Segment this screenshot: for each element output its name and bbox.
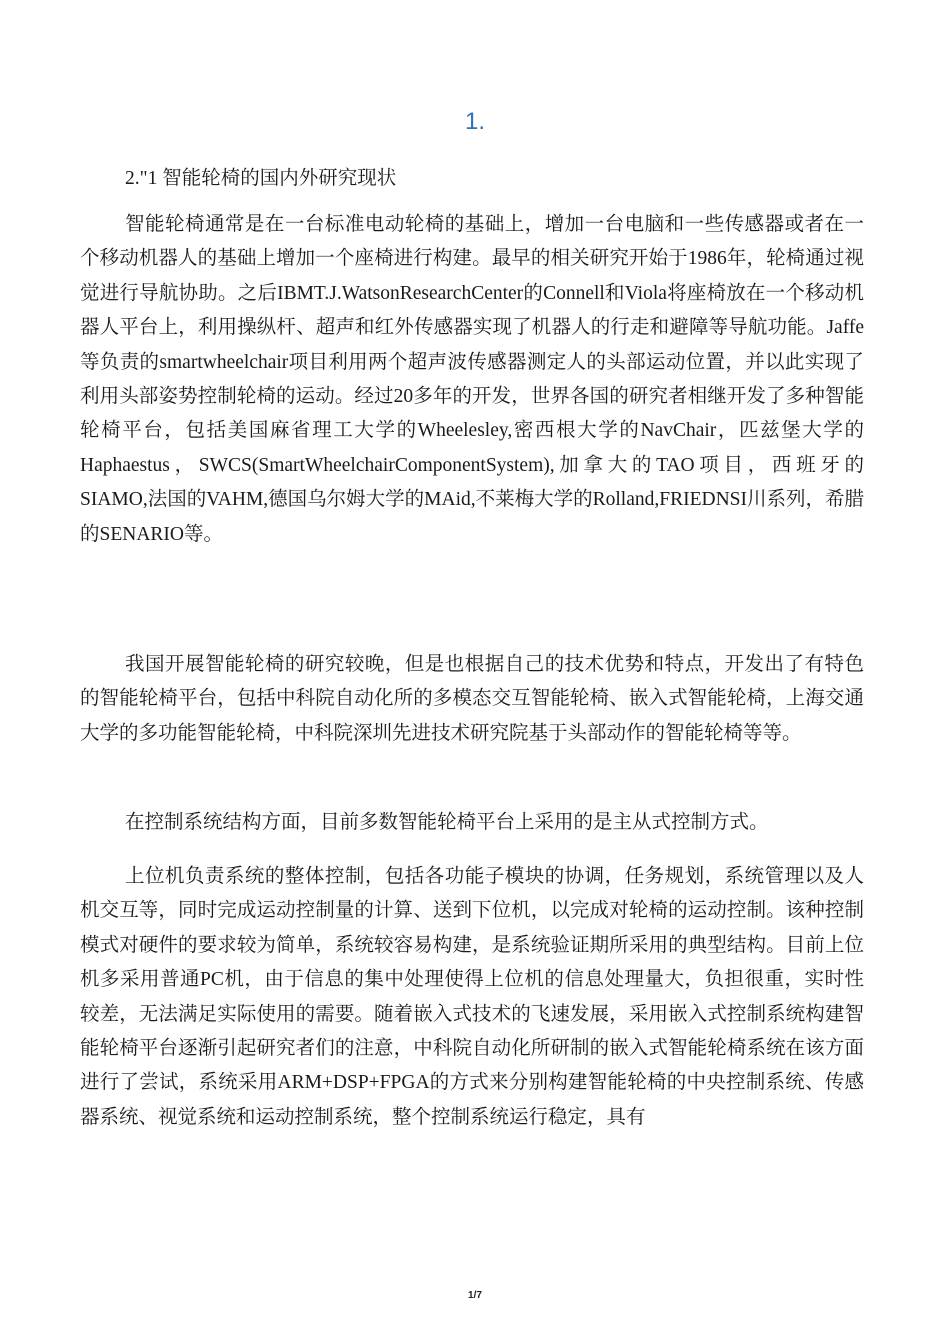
paragraph-control-structure: 在控制系统结构方面，目前多数智能轮椅平台上采用的是主从式控制方式。 bbox=[125, 812, 769, 833]
paragraph-domestic-research: 我国开展智能轮椅的研究较晚，但是也根据自己的技术优势和特点，开发出了有特色的智能轮椅平台，包括中科院自动化所的多模态交互智能轮椅、嵌入式智能轮椅，上海交通大学的多功能智能轮椅，中科院深圳先进技术研究院基于头部动作的智能轮椅等等。 bbox=[80, 654, 864, 744]
page-number: 1/7 bbox=[468, 1290, 482, 1301]
section-heading: 1. bbox=[464, 108, 485, 135]
subsection-heading: 2."1 智能轮椅的国内外研究现状 bbox=[125, 168, 397, 189]
paragraph-research-overview: 智能轮椅通常是在一台标准电动轮椅的基础上，增加一台电脑和一些传感器或者在一个移动机器人的基础上增加一个座椅进行构建。最早的相关研究开始于1986年，轮椅通过视觉进行导航协助。之后IBMT.J.WatsonResearchCenter的Connell和Viola将座椅放在一个移动机器人平台上，利用操纵杆、超声和红外传感器实现了机器人的行走和避障等导航功能。Jaffe等负责的smartwheelchair项目利用两个超声波传感器测定人的头部运动位置，并以此实现了利用头部姿势控制轮椅的运动。经过20多年的开发，世界各国的研究者相继开发了多种智能轮椅平台，包括美国麻省理工大学的Wheelesley,密西根大学的NavChair，匹兹堡大学的Haphaestus，SWCS(SmartWheelchairComponentSystem),加拿大的TAO项目，西班牙的SIAMO,法国的VAHM,德国乌尔姆大学的MAid,不莱梅大学的Rolland,FRIEDNSI川系列，希腊的SENARIO等。 bbox=[80, 214, 865, 545]
paragraph-master-slave-control: 上位机负责系统的整体控制，包括各功能子模块的协调，任务规划，系统管理以及人机交互等，同时完成运动控制量的计算、送到下位机，以完成对轮椅的运动控制。该种控制模式对硬件的要求较为简单，系统较容易构建，是系统验证期所采用的典型结构。目前上位机多采用普通PC机，由于信息的集中处理使得上位机的信息处理量大，负担很重，实时性较差，无法满足实际使用的需要。随着嵌入式技术的飞速发展，采用嵌入式控制系统构建智能轮椅平台逐渐引起研究者们的注意，中科院自动化所研制的嵌入式智能轮椅系统在该方面进行了尝试，系统采用ARM+DSP+FPGA的方式来分别构建智能轮椅的中央控制系统、传感器系统、视觉系统和运动控制系统，整个控制系统运行稳定，具有 bbox=[80, 866, 864, 1128]
